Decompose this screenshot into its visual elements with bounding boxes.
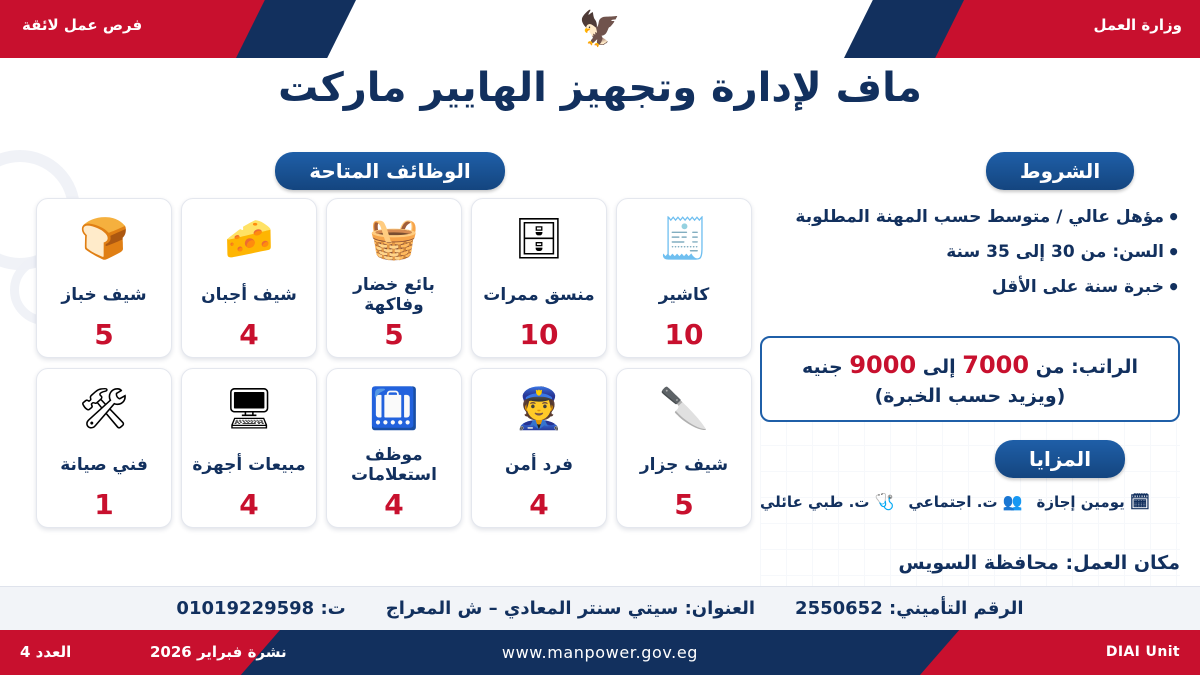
footer-issue-number: العدد 4 <box>20 643 72 661</box>
salary-suffix: جنيه <box>801 356 843 378</box>
benefits-section-header <box>940 440 1180 478</box>
job-count: 4 <box>239 318 259 351</box>
job-label: فرد أمن <box>505 455 573 476</box>
jobs-section-header <box>180 152 600 190</box>
condition-item: • خبرة سنة على الأقل <box>760 276 1180 298</box>
job-card <box>36 198 172 358</box>
jobs-pill-label: الوظائف المتاحة <box>275 152 505 190</box>
shelf-stocker-icon: 🗄 <box>513 216 565 262</box>
cash-register-icon: 🧾 <box>659 216 709 262</box>
salary-middle: إلى <box>922 356 956 378</box>
ministry-label: وزارة العمل <box>1093 16 1182 34</box>
benefits-pill-label: المزايا <box>995 440 1125 478</box>
benefit-item <box>908 492 1022 511</box>
job-count: 1 <box>94 488 114 521</box>
social-insurance-icon: 👥 <box>1002 492 1023 511</box>
job-card <box>181 368 317 528</box>
job-count: 4 <box>529 488 549 521</box>
job-label: موظف استعلامات <box>351 445 437 485</box>
job-count: 5 <box>384 318 404 351</box>
footer-bulletin: نشرة فبراير 2026 <box>150 643 287 661</box>
conditions-section-header <box>940 152 1180 190</box>
job-card <box>471 368 607 528</box>
job-label: بائع خضار وفاكهة <box>353 275 435 315</box>
contact-strip <box>0 586 1200 630</box>
job-label: فني صيانة <box>60 455 148 476</box>
job-label: شيف جزار <box>639 455 729 476</box>
cheese-icon: 🧀 <box>224 216 274 262</box>
footer-bar <box>0 630 1200 675</box>
salary-line <box>774 348 1166 383</box>
eagle-emblem-icon <box>572 3 628 55</box>
conditions-pill-label: الشروط <box>986 152 1134 190</box>
address-value: سيتي سنتر المعادي – ش المعراج <box>385 598 679 619</box>
conditions-list <box>760 206 1180 311</box>
job-count: 5 <box>674 488 694 521</box>
salary-note: (ويزيد حسب الخبرة) <box>874 384 1066 407</box>
job-label: شيف خباز <box>61 285 147 306</box>
security-guard-icon: 👮 <box>514 386 564 432</box>
benefit-label: ت. اجتماعي <box>908 492 998 511</box>
footer-website-url[interactable]: www.manpower.gov.eg <box>501 643 699 662</box>
jobs-grid <box>34 198 752 528</box>
condition-item: • السن: من 30 إلى 35 سنة <box>760 241 1180 263</box>
fruit-basket-icon: 🧺 <box>369 216 419 262</box>
job-count: 10 <box>519 318 559 351</box>
header-bar <box>0 0 1200 58</box>
benefits-row <box>760 492 1180 511</box>
butcher-cleaver-icon: 🔪 <box>659 386 709 432</box>
decent-work-label: فرص عمل لائقة <box>22 16 143 34</box>
job-count: 4 <box>239 488 259 521</box>
job-label: منسق ممرات <box>483 285 595 306</box>
insurance-group <box>795 598 1024 619</box>
job-card <box>471 198 607 358</box>
phone-value: 01019229598 <box>176 598 315 619</box>
calendar-icon: 🗓 <box>1129 492 1151 511</box>
worksite-text: مكان العمل: محافظة السويس <box>898 552 1180 574</box>
job-label: مبيعات أجهزة <box>192 455 306 476</box>
salary-prefix: الراتب: من <box>1035 356 1138 378</box>
job-card <box>181 198 317 358</box>
job-label: كاشير <box>658 285 710 306</box>
benefit-item <box>1036 492 1150 511</box>
electronics-sales-icon: 🖥 <box>223 386 275 432</box>
salary-box <box>760 336 1180 422</box>
salary-min: 7000 <box>962 351 1030 379</box>
salary-max: 9000 <box>849 351 917 379</box>
page-title: ماف لإدارة وتجهيز الهايير ماركت <box>278 65 922 111</box>
bread-icon: 🍞 <box>79 216 129 262</box>
condition-item: • مؤهل عالي / متوسط حسب المهنة المطلوبة <box>760 206 1180 228</box>
phone-group <box>176 598 345 619</box>
footer-unit: DIAI Unit <box>1105 644 1180 660</box>
phone-label: ت: <box>320 598 346 619</box>
job-count: 5 <box>94 318 114 351</box>
insurance-number: 2550652 <box>795 598 883 619</box>
job-label: شيف أجبان <box>201 285 297 306</box>
job-card <box>326 368 462 528</box>
job-card <box>326 198 462 358</box>
address-group <box>386 598 755 619</box>
insurance-label: الرقم التأميني: <box>889 598 1024 619</box>
benefit-label: يومين إجازة <box>1036 492 1125 511</box>
job-count: 10 <box>664 318 704 351</box>
job-count: 4 <box>384 488 404 521</box>
stethoscope-icon: 🩺 <box>874 492 895 511</box>
job-card <box>616 198 752 358</box>
information-desk-icon: 🛄 <box>369 386 419 432</box>
address-label: العنوان: <box>684 598 756 619</box>
benefit-label: ت. طبي عائلي <box>760 492 870 511</box>
job-card <box>36 368 172 528</box>
benefit-item <box>760 492 894 511</box>
eagle-glyph: 🦅 <box>578 9 622 49</box>
maintenance-tools-icon: 🛠 <box>78 386 130 432</box>
job-card <box>616 368 752 528</box>
